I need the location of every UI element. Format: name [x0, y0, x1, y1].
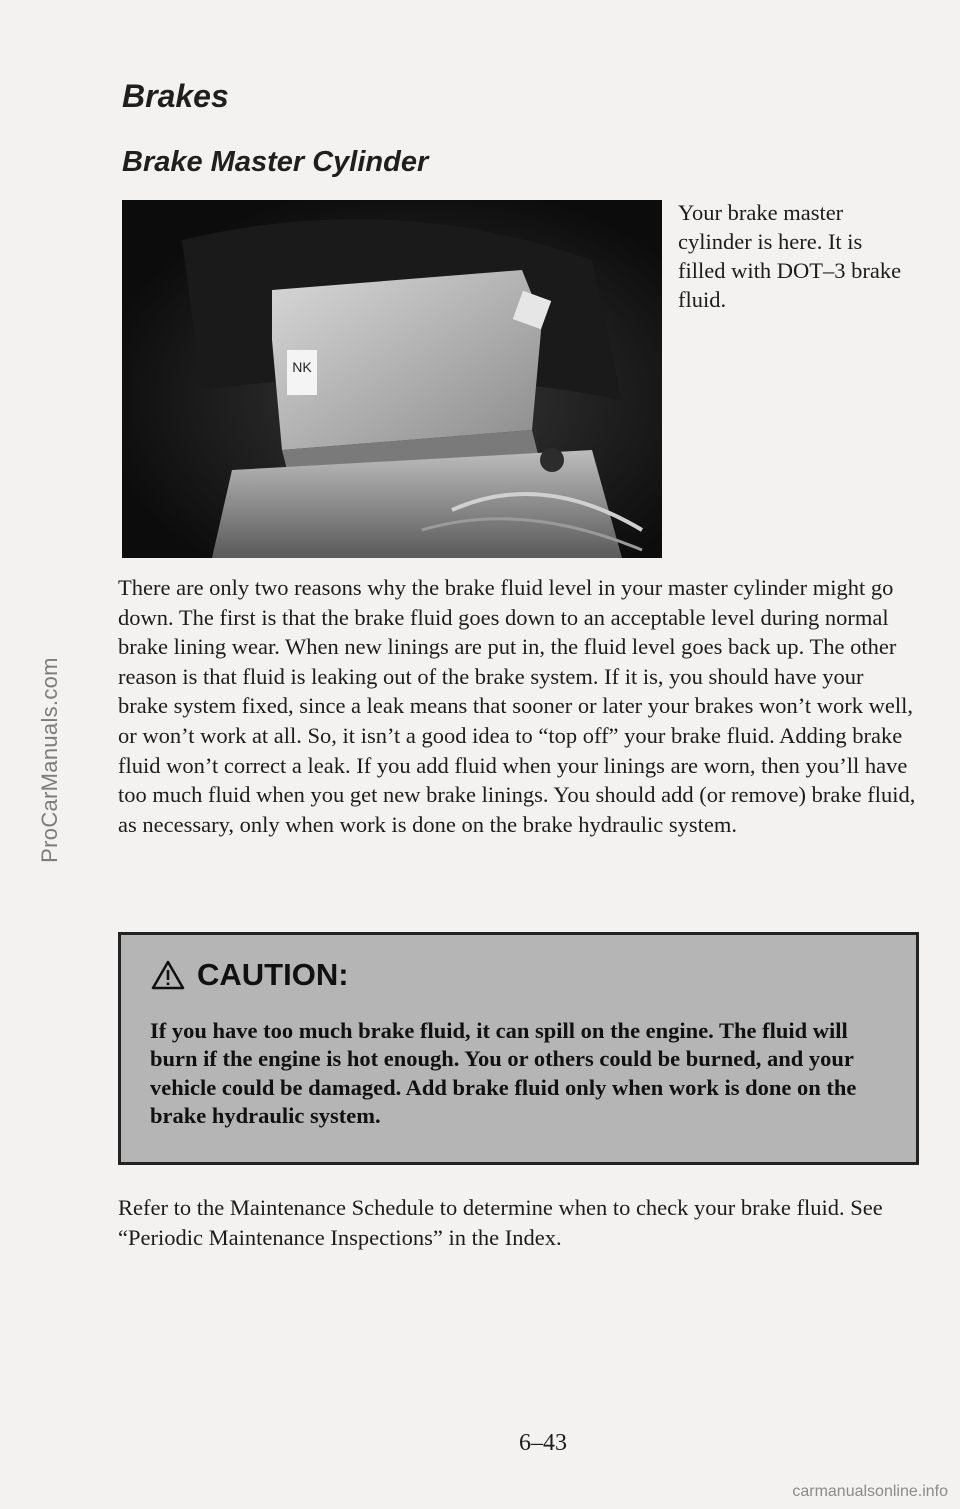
sidebar-watermark: ProCarManuals.com [37, 657, 62, 863]
body-paragraph: There are only two reasons why the brake fluid level in your master cylinder might go down. The first is that the brake fluid goes down to an acceptable level during normal brake lining wear. When new linings are put in, the fluid level goes back up. The other reason is that fluid is leaking out of the brake system. If it is, you should have your brake system fixed, since a leak means that sooner or later your brakes won’t work well, or won’t work at all. So, it isn’t a good idea to “top off” your brake fluid. Adding brake fluid won’t correct a leak. If you add fluid when your linings are worn, then you’ll have too much fluid when you get new brake linings. You should add (or remove) brake fluid, as necessary, only when work is done on the brake hydraulic system. [118, 575, 916, 837]
subsection-title: Brake Master Cylinder [122, 146, 429, 178]
page-number: 6–43 [519, 1430, 567, 1456]
svg-text:NK: NK [292, 359, 312, 375]
closing-paragraph: Refer to the Maintenance Schedule to determine when to check your brake fluid. See “Periodic Maintenance Inspections” in the Index. [118, 1195, 883, 1250]
footer-watermark: carmanualsonline.info [792, 1483, 948, 1500]
caution-text: If you have too much brake fluid, it can spill on the engine. The fluid will burn if the engine is hot enough. You or others could be burned, and your vehicle could be damaged. Add brake fluid only when work is done on the brake hydraulic system. [150, 1018, 857, 1129]
caution-box [118, 932, 919, 1165]
photo-caption: Your brake master cylinder is here. It is filled with DOT–3 brake fluid. [678, 200, 902, 312]
master-cylinder-photo [122, 200, 662, 558]
warning-triangle-icon [151, 960, 185, 990]
section-title: Brakes [122, 78, 229, 114]
caution-label: CAUTION: [197, 957, 349, 992]
caution-heading [151, 957, 349, 993]
